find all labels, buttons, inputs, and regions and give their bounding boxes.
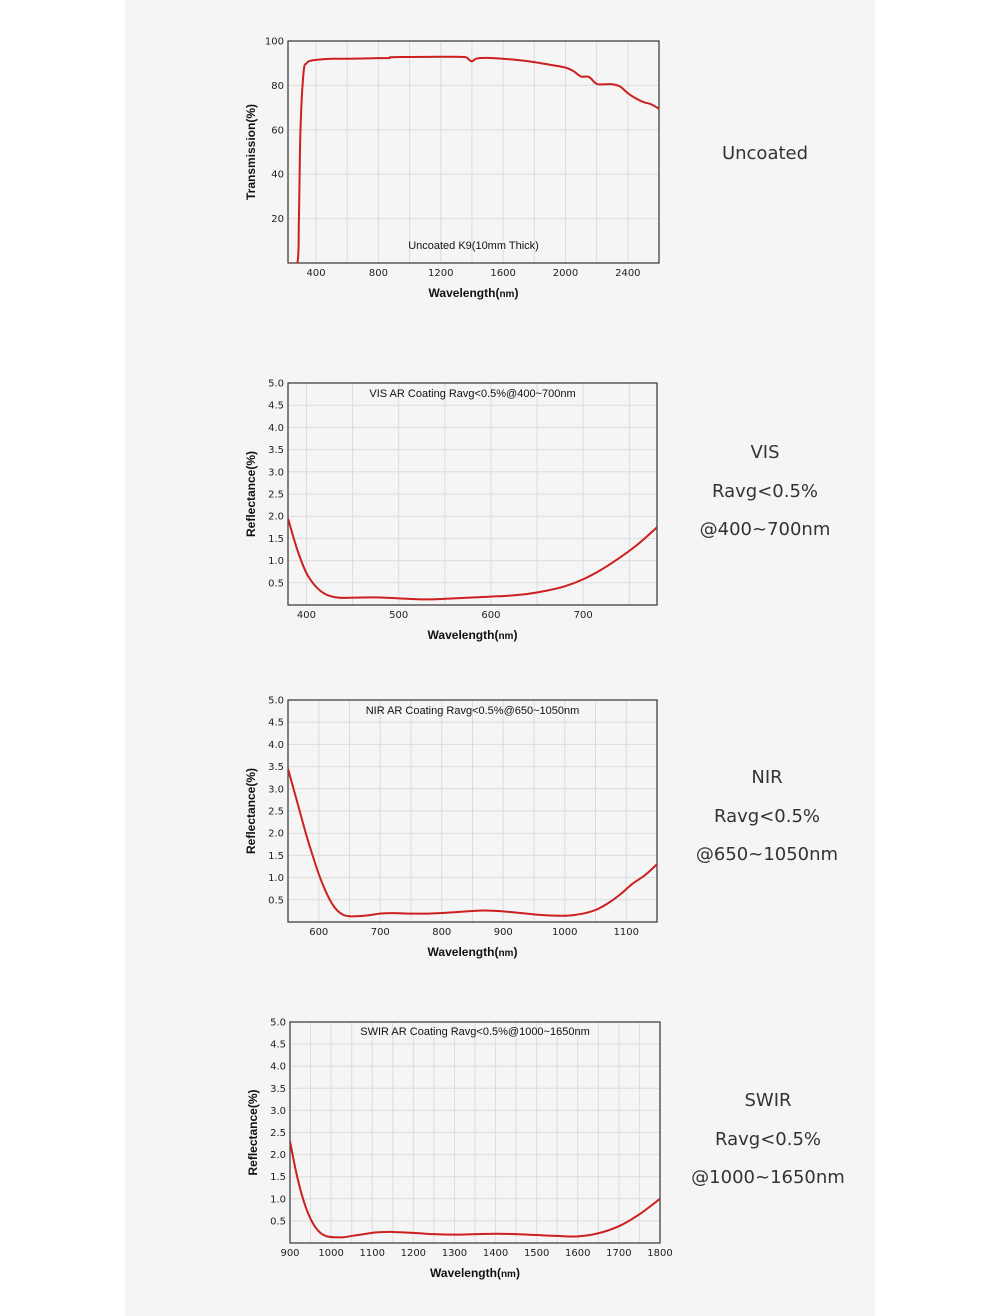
- chart-2: [244, 696, 657, 960]
- chart-annotation: NIR AR Coating Ravg<0.5%@650~1050nm: [365, 705, 580, 717]
- y-tick-label: 4.5: [270, 1039, 286, 1051]
- x-tick-label: 400: [296, 610, 316, 621]
- side-label-line: Ravg<0.5%: [713, 805, 821, 827]
- x-tick-label: 1000: [552, 927, 578, 938]
- y-tick-label: 0.5: [268, 578, 284, 590]
- side-label-nir: [657, 759, 877, 875]
- y-axis-label: Reflectance(%): [244, 767, 258, 855]
- y-tick-label: 40: [271, 169, 284, 181]
- y-tick-label: 4.5: [268, 717, 284, 729]
- x-tick-label: 1600: [565, 1248, 591, 1259]
- side-label-line: Ravg<0.5%: [714, 1128, 822, 1150]
- chart-0: [244, 37, 659, 301]
- side-label-line: @400~700nm: [699, 519, 831, 540]
- y-tick-label: 1.5: [270, 1172, 286, 1184]
- side-label-swir: [658, 1082, 878, 1198]
- plot-background: [288, 41, 659, 263]
- y-tick-label: 2.5: [268, 806, 284, 818]
- y-tick-label: 2.5: [270, 1128, 286, 1139]
- x-tick-label: 1100: [613, 927, 639, 938]
- y-tick-label: 4.0: [270, 1061, 286, 1073]
- y-tick-label: 2.0: [268, 511, 284, 523]
- x-tick-label: 1400: [482, 1248, 509, 1259]
- chart-annotation: SWIR AR Coating Ravg<0.5%@1000~1650nm: [360, 1026, 590, 1038]
- x-tick-label: 1200: [428, 268, 454, 279]
- x-tick-label: 400: [306, 268, 326, 279]
- x-tick-label: 1700: [606, 1248, 632, 1259]
- x-tick-label: 1100: [359, 1248, 385, 1259]
- side-label-line: VIS: [750, 442, 780, 463]
- y-tick-label: 0.5: [268, 895, 284, 907]
- y-tick-label: 3.0: [268, 784, 284, 796]
- y-tick-label: 4.0: [268, 422, 284, 434]
- y-tick-label: 60: [271, 125, 284, 137]
- y-tick-label: 3.5: [268, 445, 284, 457]
- x-axis-label: Wavelength(nm): [430, 1266, 520, 1280]
- x-tick-label: 1500: [523, 1248, 550, 1259]
- x-tick-label: 1300: [441, 1248, 468, 1259]
- x-tick-label: 1000: [318, 1248, 344, 1259]
- x-tick-label: 900: [493, 927, 513, 938]
- side-label-line: @1000~1650nm: [691, 1167, 845, 1188]
- y-tick-label: 0.5: [270, 1216, 286, 1228]
- y-tick-label: 2.5: [268, 489, 284, 501]
- x-tick-label: 600: [481, 610, 501, 621]
- y-tick-label: 100: [264, 36, 284, 48]
- x-tick-label: 2000: [552, 268, 579, 279]
- chart-annotation: Uncoated K9(10mm Thick): [408, 240, 539, 252]
- y-tick-label: 4.5: [268, 400, 284, 412]
- y-axis-label: Transmission(%): [244, 103, 258, 201]
- y-tick-label: 1.5: [268, 533, 284, 545]
- chart-3: [246, 1018, 673, 1281]
- x-axis-label: Wavelength(nm): [427, 945, 518, 959]
- y-tick-label: 1.0: [270, 1194, 286, 1206]
- x-tick-label: 600: [309, 927, 329, 938]
- x-axis-label: Wavelength(nm): [427, 628, 518, 642]
- y-tick-label: 3.0: [270, 1105, 286, 1117]
- y-tick-label: 4.0: [268, 739, 284, 751]
- y-tick-label: 5.0: [268, 378, 284, 390]
- x-tick-label: 700: [573, 610, 593, 621]
- x-tick-label: 1200: [400, 1248, 427, 1259]
- x-tick-label: 1600: [490, 268, 516, 279]
- y-tick-label: 20: [271, 214, 284, 226]
- x-tick-label: 700: [370, 927, 390, 938]
- y-tick-label: 3.5: [270, 1083, 286, 1095]
- y-tick-label: 1.0: [268, 556, 284, 568]
- x-axis-label: Wavelength(nm): [428, 286, 519, 300]
- y-tick-label: 3.5: [268, 762, 284, 774]
- y-axis-label: Reflectance(%): [246, 1089, 260, 1176]
- side-label-line: NIR: [751, 767, 783, 788]
- y-tick-label: 5.0: [268, 695, 284, 707]
- y-tick-label: 2.0: [270, 1150, 286, 1162]
- side-label-line: @650~1050nm: [695, 844, 839, 865]
- y-axis-label: Reflectance(%): [244, 450, 258, 538]
- y-tick-label: 3.0: [268, 467, 284, 479]
- y-tick-label: 2.0: [268, 828, 284, 840]
- side-label-line: Ravg<0.5%: [711, 480, 819, 502]
- x-tick-label: 2400: [615, 268, 641, 279]
- y-tick-label: 1.5: [268, 850, 284, 862]
- side-label-line: SWIR: [744, 1090, 792, 1111]
- side-label-line: Uncoated: [721, 143, 809, 164]
- y-tick-label: 80: [271, 80, 284, 92]
- x-tick-label: 800: [432, 927, 452, 938]
- side-label-vis: [655, 434, 875, 550]
- x-tick-label: 900: [280, 1248, 300, 1259]
- chart-1: [244, 379, 657, 643]
- y-tick-label: 1.0: [268, 873, 284, 885]
- x-tick-label: 500: [389, 610, 409, 621]
- y-tick-label: 5.0: [270, 1017, 286, 1029]
- side-label-uncoated: [655, 135, 875, 174]
- x-tick-label: 1800: [647, 1248, 673, 1259]
- chart-annotation: VIS AR Coating Ravg<0.5%@400~700nm: [369, 388, 576, 400]
- x-tick-label: 800: [368, 268, 388, 279]
